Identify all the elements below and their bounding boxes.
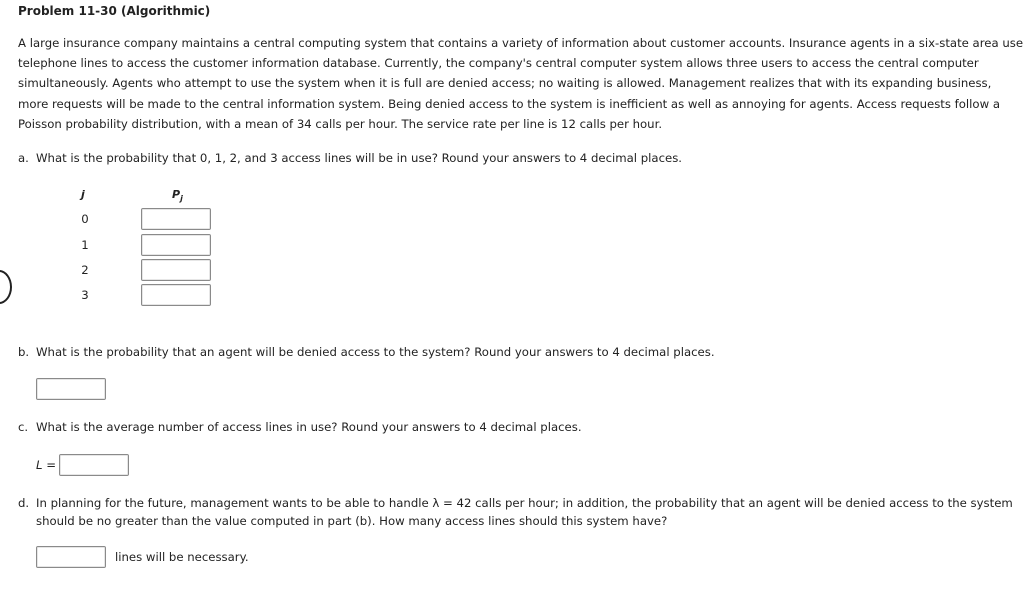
column-header-j: j	[81, 188, 85, 201]
intro-line-5: Poisson probability distribution, with a mean of 34 calls per hour. The service rate per line is 12 calls per hour.	[18, 116, 663, 131]
lines-necessary-input[interactable]	[36, 546, 106, 568]
part-c-label: c.	[18, 420, 29, 434]
pj-letter: P	[172, 188, 181, 201]
part-b-text: What is the probability that an agent will be denied access to the system? Round your answers to 4 decimal places.	[36, 345, 715, 359]
p2-input[interactable]	[141, 259, 211, 281]
row-j-3: 3	[81, 288, 89, 302]
denied-probability-input[interactable]	[36, 378, 106, 400]
problem-title: Problem 11-30 (Algorithmic)	[18, 4, 211, 18]
part-d-question	[18, 495, 1013, 530]
intro-line-2: telephone lines to access the customer information database. Currently, the company's central computer system allows three users to access the central computer	[18, 56, 979, 71]
part-a-text: What is the probability that 0, 1, 2, and 3 access lines will be in use? Round your answers to 4 decimal places.	[36, 151, 683, 165]
part-b-label: b.	[18, 345, 30, 359]
average-lines-input[interactable]	[59, 454, 129, 476]
part-d-line-1	[18, 495, 1013, 513]
p1-input[interactable]	[141, 234, 211, 256]
part-d-label: d.	[18, 496, 30, 510]
part-a-question	[18, 150, 682, 167]
part-c-text: What is the average number of access lines in use? Round your answers to 4 decimal places.	[36, 420, 582, 434]
part-d-text-1: In planning for the future, management wants to be able to handle λ = 42 calls per hour; in addition, the probability that an agent will be denied access to the system	[36, 496, 1013, 510]
part-a-label: a.	[18, 151, 29, 165]
row-j-0: 0	[81, 212, 89, 226]
intro-line-1: A large insurance company maintains a central computing system that contains a variety of information about customer accounts. Insurance agents in a six-state area use	[18, 36, 1024, 50]
l-equals-label: L =	[36, 458, 57, 472]
part-b-question	[18, 344, 715, 361]
column-header-pj	[172, 188, 183, 203]
part-d-line-2: should be no greater than the value computed in part (b). How many access lines should this system have?	[36, 513, 668, 528]
part-c-question	[18, 419, 582, 436]
lines-necessary-text: lines will be necessary.	[115, 550, 249, 564]
side-scroll-arc	[0, 270, 12, 304]
problem-statement	[18, 33, 1022, 134]
p3-input[interactable]	[141, 284, 211, 306]
pj-subscript: j	[180, 194, 183, 204]
row-j-1: 1	[81, 238, 89, 252]
p0-input[interactable]	[141, 208, 211, 230]
intro-line-4: more requests will be made to the central information system. Being denied access to the system is inefficient as well as annoying for agents. Access requests follow a	[18, 96, 1001, 111]
row-j-2: 2	[81, 263, 89, 277]
intro-line-3: simultaneously. Agents who attempt to use the system when it is full are denied access; no waiting is allowed. Management realizes that with its expanding business,	[18, 76, 992, 91]
